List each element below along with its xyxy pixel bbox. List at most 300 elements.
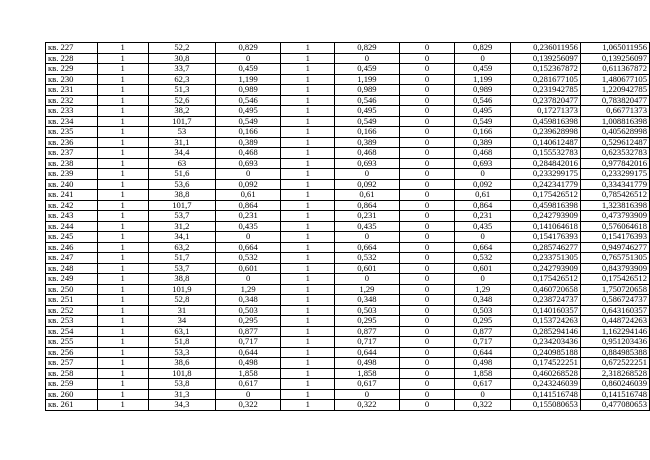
factor-cell: 1 [281, 295, 335, 306]
count-cell: 1 [97, 400, 148, 411]
table-body [46, 43, 650, 411]
count-cell: 1 [97, 53, 148, 64]
table-row [46, 127, 650, 138]
total-cell: 1,162294146 [580, 326, 649, 337]
adjusted-value-cell: 0,617 [335, 379, 400, 390]
count-cell: 1 [97, 295, 148, 306]
factor-cell: 1 [281, 284, 335, 295]
value-cell: 0,389 [215, 137, 280, 148]
count-cell: 1 [97, 179, 148, 190]
share-cell: 0,175426512 [511, 274, 581, 285]
factor-cell: 1 [281, 337, 335, 348]
total-cell: 0,783820477 [580, 95, 649, 106]
zero-cell: 0 [399, 190, 455, 201]
zero-cell: 0 [399, 179, 455, 190]
apartment-cell: кв. 245 [46, 232, 98, 243]
area-cell: 51,6 [148, 169, 215, 180]
value-cell: 0,693 [215, 158, 280, 169]
area-cell: 51,3 [148, 85, 215, 96]
adjusted-value-cell: 0,877 [335, 326, 400, 337]
share-cell: 0,174522251 [511, 358, 581, 369]
area-cell: 63 [148, 158, 215, 169]
total-cell: 0,643160357 [580, 305, 649, 316]
share-cell: 0,140160357 [511, 305, 581, 316]
table-row [46, 295, 650, 306]
share-cell: 0,237820477 [511, 95, 581, 106]
zero-cell: 0 [399, 95, 455, 106]
result-cell: 0,459 [455, 64, 511, 75]
result-cell: 0 [455, 169, 511, 180]
area-cell: 51,7 [148, 253, 215, 264]
area-cell: 53,6 [148, 179, 215, 190]
result-cell: 0,389 [455, 137, 511, 148]
result-cell: 0 [455, 274, 511, 285]
share-cell: 0,238724737 [511, 295, 581, 306]
adjusted-value-cell: 0,459 [335, 64, 400, 75]
area-cell: 34,3 [148, 400, 215, 411]
apartment-cell: кв. 238 [46, 158, 98, 169]
value-cell: 0 [215, 53, 280, 64]
factor-cell: 1 [281, 179, 335, 190]
value-cell: 0,546 [215, 95, 280, 106]
total-cell: 0,141516748 [580, 389, 649, 400]
zero-cell: 0 [399, 64, 455, 75]
zero-cell: 0 [399, 347, 455, 358]
value-cell: 0,549 [215, 116, 280, 127]
table-row [46, 53, 650, 64]
count-cell: 1 [97, 95, 148, 106]
zero-cell: 0 [399, 242, 455, 253]
zero-cell: 0 [399, 253, 455, 264]
factor-cell: 1 [281, 53, 335, 64]
share-cell: 0,459816398 [511, 200, 581, 211]
value-cell: 0,295 [215, 316, 280, 327]
factor-cell: 1 [281, 274, 335, 285]
apartment-cell: кв. 232 [46, 95, 98, 106]
factor-cell: 1 [281, 368, 335, 379]
area-cell: 38,8 [148, 274, 215, 285]
count-cell: 1 [97, 358, 148, 369]
adjusted-value-cell: 0,549 [335, 116, 400, 127]
value-cell: 0,864 [215, 200, 280, 211]
table-row [46, 253, 650, 264]
area-cell: 38,6 [148, 358, 215, 369]
count-cell: 1 [97, 43, 148, 54]
area-cell: 31 [148, 305, 215, 316]
table-row [46, 232, 650, 243]
factor-cell: 1 [281, 253, 335, 264]
area-cell: 53,8 [148, 379, 215, 390]
zero-cell: 0 [399, 400, 455, 411]
table-row [46, 326, 650, 337]
apartment-cell: кв. 235 [46, 127, 98, 138]
count-cell: 1 [97, 158, 148, 169]
factor-cell: 1 [281, 190, 335, 201]
table-row [46, 64, 650, 75]
factor-cell: 1 [281, 305, 335, 316]
factor-cell: 1 [281, 242, 335, 253]
zero-cell: 0 [399, 295, 455, 306]
result-cell: 0,617 [455, 379, 511, 390]
result-cell: 0,503 [455, 305, 511, 316]
area-cell: 34,1 [148, 232, 215, 243]
table-row [46, 347, 650, 358]
value-cell: 0,503 [215, 305, 280, 316]
table-row [46, 95, 650, 106]
factor-cell: 1 [281, 347, 335, 358]
table-row [46, 368, 650, 379]
adjusted-value-cell: 0 [335, 232, 400, 243]
adjusted-value-cell: 0,092 [335, 179, 400, 190]
share-cell: 0,155532783 [511, 148, 581, 159]
apartment-cell: кв. 253 [46, 316, 98, 327]
adjusted-value-cell: 0,644 [335, 347, 400, 358]
area-cell: 52,8 [148, 295, 215, 306]
table-row [46, 158, 650, 169]
adjusted-value-cell: 0,503 [335, 305, 400, 316]
apartment-cell: кв. 228 [46, 53, 98, 64]
value-cell: 0,989 [215, 85, 280, 96]
total-cell: 0,334341779 [580, 179, 649, 190]
total-cell: 0,233299175 [580, 169, 649, 180]
zero-cell: 0 [399, 127, 455, 138]
total-cell: 0,586724737 [580, 295, 649, 306]
result-cell: 0,532 [455, 253, 511, 264]
total-cell: 0,949746277 [580, 242, 649, 253]
adjusted-value-cell: 0 [335, 389, 400, 400]
area-cell: 101,7 [148, 116, 215, 127]
table-row [46, 316, 650, 327]
adjusted-value-cell: 0,166 [335, 127, 400, 138]
share-cell: 0,242341779 [511, 179, 581, 190]
area-cell: 101,9 [148, 284, 215, 295]
share-cell: 0,242793909 [511, 211, 581, 222]
value-cell: 0,435 [215, 221, 280, 232]
value-cell: 1,29 [215, 284, 280, 295]
area-cell: 38,2 [148, 106, 215, 117]
total-cell: 0,951203436 [580, 337, 649, 348]
total-cell: 0,623532783 [580, 148, 649, 159]
count-cell: 1 [97, 148, 148, 159]
count-cell: 1 [97, 169, 148, 180]
share-cell: 0,285746277 [511, 242, 581, 253]
share-cell: 0,284842016 [511, 158, 581, 169]
apartment-cell: кв. 254 [46, 326, 98, 337]
zero-cell: 0 [399, 200, 455, 211]
area-cell: 62,3 [148, 74, 215, 85]
share-cell: 0,234203436 [511, 337, 581, 348]
result-cell: 0,435 [455, 221, 511, 232]
adjusted-value-cell: 0,322 [335, 400, 400, 411]
count-cell: 1 [97, 326, 148, 337]
result-cell: 0,546 [455, 95, 511, 106]
result-cell: 1,199 [455, 74, 511, 85]
zero-cell: 0 [399, 211, 455, 222]
value-cell: 0,322 [215, 400, 280, 411]
table-row [46, 200, 650, 211]
adjusted-value-cell: 1,858 [335, 368, 400, 379]
zero-cell: 0 [399, 137, 455, 148]
result-cell: 0 [455, 389, 511, 400]
factor-cell: 1 [281, 74, 335, 85]
zero-cell: 0 [399, 358, 455, 369]
apartment-cell: кв. 255 [46, 337, 98, 348]
factor-cell: 1 [281, 95, 335, 106]
factor-cell: 1 [281, 85, 335, 96]
result-cell: 0,348 [455, 295, 511, 306]
adjusted-value-cell: 0,989 [335, 85, 400, 96]
factor-cell: 1 [281, 127, 335, 138]
result-cell: 0,495 [455, 106, 511, 117]
adjusted-value-cell: 0 [335, 169, 400, 180]
result-cell: 0,601 [455, 263, 511, 274]
zero-cell: 0 [399, 263, 455, 274]
zero-cell: 0 [399, 148, 455, 159]
factor-cell: 1 [281, 116, 335, 127]
table-row [46, 179, 650, 190]
share-cell: 0,239628998 [511, 127, 581, 138]
table-row [46, 190, 650, 201]
zero-cell: 0 [399, 379, 455, 390]
apartment-cell: кв. 259 [46, 379, 98, 390]
value-cell: 0 [215, 169, 280, 180]
result-cell: 1,29 [455, 284, 511, 295]
value-cell: 0 [215, 389, 280, 400]
value-cell: 1,199 [215, 74, 280, 85]
count-cell: 1 [97, 116, 148, 127]
apartment-cell: кв. 249 [46, 274, 98, 285]
factor-cell: 1 [281, 326, 335, 337]
total-cell: 0,785426512 [580, 190, 649, 201]
share-cell: 0,281677105 [511, 74, 581, 85]
apartment-cell: кв. 258 [46, 368, 98, 379]
area-cell: 38,8 [148, 190, 215, 201]
table-row [46, 221, 650, 232]
result-cell: 0,61 [455, 190, 511, 201]
adjusted-value-cell: 1,199 [335, 74, 400, 85]
adjusted-value-cell: 0,546 [335, 95, 400, 106]
apartment-cell: кв. 244 [46, 221, 98, 232]
area-cell: 53,3 [148, 347, 215, 358]
result-cell: 0,166 [455, 127, 511, 138]
area-cell: 34,4 [148, 148, 215, 159]
result-cell: 0,717 [455, 337, 511, 348]
count-cell: 1 [97, 389, 148, 400]
total-cell: 0,843793909 [580, 263, 649, 274]
total-cell: 0,765751305 [580, 253, 649, 264]
area-cell: 53,7 [148, 211, 215, 222]
value-cell: 0,348 [215, 295, 280, 306]
value-cell: 0,644 [215, 347, 280, 358]
apartment-cell: кв. 252 [46, 305, 98, 316]
zero-cell: 0 [399, 316, 455, 327]
factor-cell: 1 [281, 43, 335, 54]
adjusted-value-cell: 0,693 [335, 158, 400, 169]
table-row [46, 263, 650, 274]
factor-cell: 1 [281, 221, 335, 232]
count-cell: 1 [97, 85, 148, 96]
table-row [46, 137, 650, 148]
zero-cell: 0 [399, 326, 455, 337]
value-cell: 0 [215, 274, 280, 285]
area-cell: 34 [148, 316, 215, 327]
total-cell: 2,318268528 [580, 368, 649, 379]
adjusted-value-cell: 0,498 [335, 358, 400, 369]
count-cell: 1 [97, 379, 148, 390]
zero-cell: 0 [399, 284, 455, 295]
factor-cell: 1 [281, 169, 335, 180]
apartment-cell: кв. 241 [46, 190, 98, 201]
adjusted-value-cell: 0,717 [335, 337, 400, 348]
share-cell: 0,459816398 [511, 116, 581, 127]
value-cell: 0,717 [215, 337, 280, 348]
total-cell: 0,576064618 [580, 221, 649, 232]
count-cell: 1 [97, 347, 148, 358]
value-cell: 0,092 [215, 179, 280, 190]
value-cell: 0,601 [215, 263, 280, 274]
apartment-cell: кв. 230 [46, 74, 98, 85]
count-cell: 1 [97, 337, 148, 348]
result-cell: 0,295 [455, 316, 511, 327]
value-cell: 0,231 [215, 211, 280, 222]
count-cell: 1 [97, 368, 148, 379]
value-cell: 0,664 [215, 242, 280, 253]
apartment-cell: кв. 239 [46, 169, 98, 180]
table-row [46, 305, 650, 316]
zero-cell: 0 [399, 389, 455, 400]
apartment-cell: кв. 256 [46, 347, 98, 358]
factor-cell: 1 [281, 158, 335, 169]
result-cell: 0,664 [455, 242, 511, 253]
adjusted-value-cell: 0,495 [335, 106, 400, 117]
count-cell: 1 [97, 274, 148, 285]
share-cell: 0,141516748 [511, 389, 581, 400]
factor-cell: 1 [281, 137, 335, 148]
share-cell: 0,460720658 [511, 284, 581, 295]
area-cell: 31,1 [148, 137, 215, 148]
apartment-cell: кв. 233 [46, 106, 98, 117]
area-cell: 33,7 [148, 64, 215, 75]
area-cell: 63,1 [148, 326, 215, 337]
factor-cell: 1 [281, 211, 335, 222]
apartment-cell: кв. 243 [46, 211, 98, 222]
total-cell: 1,480677105 [580, 74, 649, 85]
zero-cell: 0 [399, 106, 455, 117]
apartment-cell: кв. 257 [46, 358, 98, 369]
value-cell: 0,617 [215, 379, 280, 390]
value-cell: 0,495 [215, 106, 280, 117]
total-cell: 1,065011956 [580, 43, 649, 54]
adjusted-value-cell: 1,29 [335, 284, 400, 295]
table-row [46, 389, 650, 400]
share-cell: 0,285294146 [511, 326, 581, 337]
factor-cell: 1 [281, 200, 335, 211]
count-cell: 1 [97, 263, 148, 274]
table-row [46, 106, 650, 117]
value-cell: 0 [215, 232, 280, 243]
total-cell: 1,008816398 [580, 116, 649, 127]
result-cell: 1,858 [455, 368, 511, 379]
area-cell: 52,2 [148, 43, 215, 54]
result-cell: 0,693 [455, 158, 511, 169]
adjusted-value-cell: 0,601 [335, 263, 400, 274]
adjusted-value-cell: 0,435 [335, 221, 400, 232]
value-cell: 0,166 [215, 127, 280, 138]
apartment-cell: кв. 261 [46, 400, 98, 411]
count-cell: 1 [97, 200, 148, 211]
total-cell: 1,323816398 [580, 200, 649, 211]
count-cell: 1 [97, 64, 148, 75]
result-cell: 0,322 [455, 400, 511, 411]
zero-cell: 0 [399, 232, 455, 243]
total-cell: 0,611367872 [580, 64, 649, 75]
area-cell: 31,3 [148, 389, 215, 400]
zero-cell: 0 [399, 116, 455, 127]
apartment-cell: кв. 248 [46, 263, 98, 274]
table-row [46, 169, 650, 180]
area-cell: 31,2 [148, 221, 215, 232]
total-cell: 0,66771373 [580, 106, 649, 117]
table-row [46, 148, 650, 159]
area-cell: 63,2 [148, 242, 215, 253]
table-row [46, 74, 650, 85]
count-cell: 1 [97, 232, 148, 243]
share-cell: 0,155080653 [511, 400, 581, 411]
count-cell: 1 [97, 305, 148, 316]
table-row [46, 379, 650, 390]
count-cell: 1 [97, 211, 148, 222]
table-row [46, 242, 650, 253]
area-cell: 101,7 [148, 200, 215, 211]
count-cell: 1 [97, 253, 148, 264]
adjusted-value-cell: 0,664 [335, 242, 400, 253]
factor-cell: 1 [281, 316, 335, 327]
value-cell: 0,877 [215, 326, 280, 337]
zero-cell: 0 [399, 43, 455, 54]
value-cell: 1,858 [215, 368, 280, 379]
adjusted-value-cell: 0,295 [335, 316, 400, 327]
zero-cell: 0 [399, 305, 455, 316]
total-cell: 0,477080653 [580, 400, 649, 411]
result-cell: 0,989 [455, 85, 511, 96]
zero-cell: 0 [399, 221, 455, 232]
result-cell: 0 [455, 53, 511, 64]
result-cell: 0,498 [455, 358, 511, 369]
result-cell: 0,877 [455, 326, 511, 337]
result-cell: 0,829 [455, 43, 511, 54]
value-cell: 0,532 [215, 253, 280, 264]
value-cell: 0,459 [215, 64, 280, 75]
apartment-data-table [45, 42, 650, 411]
apartment-cell: кв. 242 [46, 200, 98, 211]
count-cell: 1 [97, 190, 148, 201]
share-cell: 0,140612487 [511, 137, 581, 148]
share-cell: 0,460268528 [511, 368, 581, 379]
share-cell: 0,17271373 [511, 106, 581, 117]
apartment-cell: кв. 250 [46, 284, 98, 295]
total-cell: 0,977842016 [580, 158, 649, 169]
factor-cell: 1 [281, 232, 335, 243]
total-cell: 0,529612487 [580, 137, 649, 148]
apartment-cell: кв. 236 [46, 137, 98, 148]
apartment-cell: кв. 240 [46, 179, 98, 190]
factor-cell: 1 [281, 263, 335, 274]
area-cell: 51,8 [148, 337, 215, 348]
table-row [46, 337, 650, 348]
zero-cell: 0 [399, 85, 455, 96]
area-cell: 53,7 [148, 263, 215, 274]
result-cell: 0 [455, 232, 511, 243]
